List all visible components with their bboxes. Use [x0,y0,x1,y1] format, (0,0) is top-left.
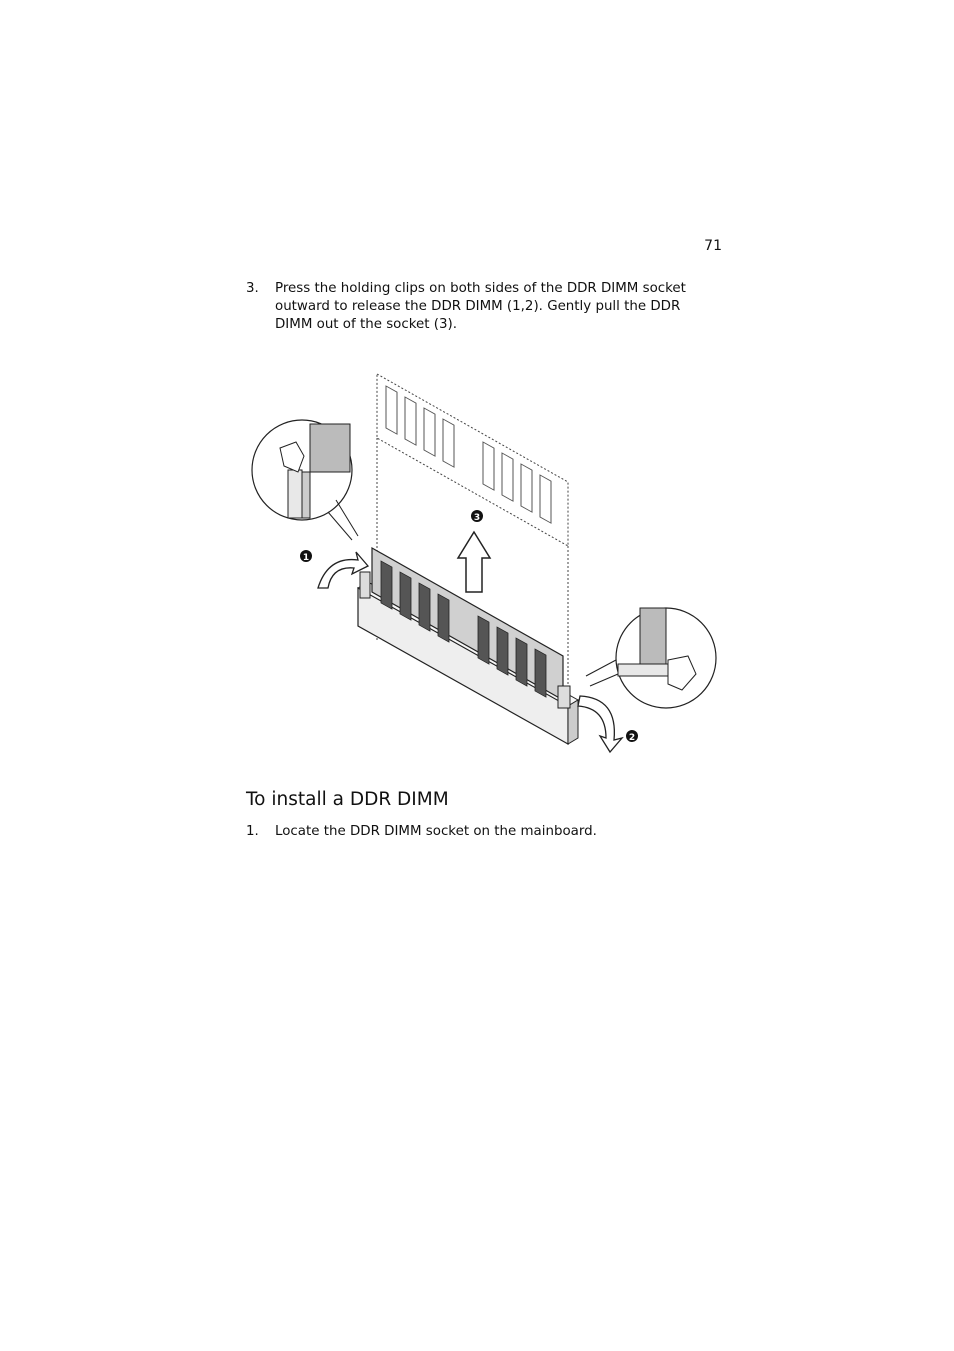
lift-arrow [458,532,490,592]
callout-1 [300,550,312,563]
page-number: 71 [704,238,722,254]
step-number: 1. [246,824,259,839]
right-release-arrow [578,696,622,752]
left-zoom-detail [252,420,358,540]
callout-2-label: 2 [628,733,636,743]
callout-2 [626,730,638,743]
callout-1-label: 1 [302,553,310,563]
callout-3 [471,510,483,523]
step-number: 3. [246,281,259,296]
lifted-dimm-chips [386,386,551,523]
step-text: Locate the DDR DIMM socket on the mainboard. [275,824,597,839]
install-section-heading: To install a DDR DIMM [246,789,449,810]
right-holding-clip [558,686,570,708]
right-zoom-detail [586,608,716,708]
left-holding-clip [360,572,370,598]
callout-3-label: 3 [473,513,481,523]
dimm-removal-illustration [240,360,730,760]
step-text: Press the holding clips on both sides of the DDR DIMM socket outward to release the DDR DIMM (1,2). Gently pull the DDR DIMM out of the socket (3). [275,281,686,332]
